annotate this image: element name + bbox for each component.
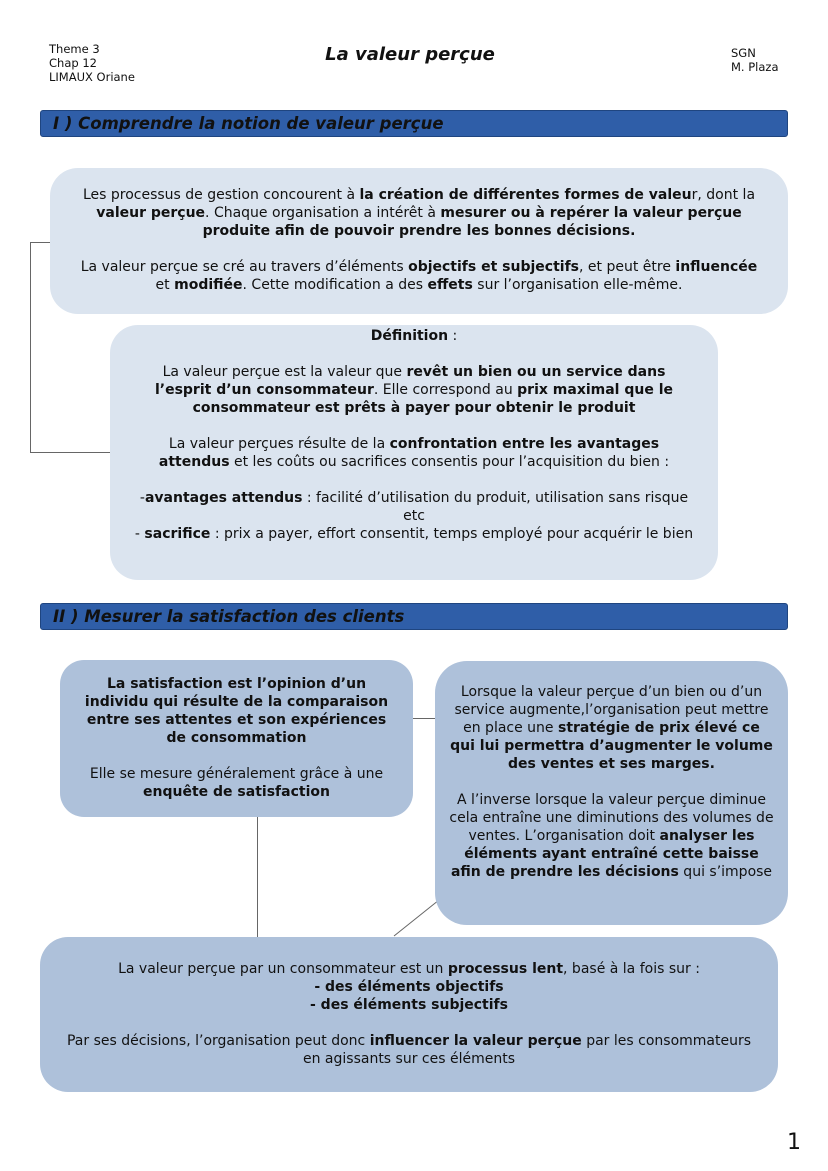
text-run: Elle se mesure généralement grâce à une [89, 766, 384, 782]
text-run: Par ses décisions, l’organisation peut donc [66, 1033, 370, 1049]
definition-heading [132, 327, 696, 345]
header-chapter: Chap 12 [49, 56, 97, 70]
connector-line [30, 242, 50, 243]
bold-text: revêt un bien ou un service dans l’esprit d’un consommateur [154, 364, 666, 398]
definition-advantages [132, 489, 696, 525]
text-run: : facilité d’utilisation du produit, utilisation sans risque etc [302, 490, 689, 524]
connector-line [30, 452, 110, 453]
header-class: SGN [731, 46, 756, 60]
bold-text: analyser les éléments ayant entraîné cette baisse afin de prendre les décisions [450, 828, 759, 880]
header-theme: Theme 3 [49, 42, 100, 56]
bold-text: La satisfaction est l’opinion d’un individu qui résulte de la comparaison entre ses attentes et son expériences de consommation [84, 676, 389, 746]
text-run: qui s’impose [678, 864, 773, 880]
conclusion-paragraph-2 [62, 1032, 756, 1068]
connector-line [257, 817, 258, 937]
satisfaction-box [60, 660, 413, 817]
bold-text: sacrifice [144, 526, 211, 542]
bold-text: objectifs et subjectifs [408, 259, 579, 275]
bold-text: influencer la valeur perçue [369, 1033, 582, 1049]
page-number: 1 [787, 1130, 801, 1155]
header-author: LIMAUX Oriane [49, 70, 135, 84]
text-run: : [448, 328, 458, 344]
definition-box [110, 325, 718, 580]
bold-text: la création de différentes formes de valeu [359, 187, 692, 203]
conclusion-box [40, 937, 778, 1092]
intro-box [50, 168, 788, 314]
conclusion-objective [62, 978, 756, 996]
text-run: - [134, 526, 145, 542]
text-run: . Chaque organisation a intérêt à [205, 205, 441, 221]
connector-line [413, 718, 435, 719]
bold-text: influencée [675, 259, 758, 275]
section-2-heading: II ) Mesurer la satisfaction des clients [40, 603, 788, 630]
text-run: sur l’organisation elle-même. [472, 277, 683, 293]
text-run: La valeur perçue par un consommateur est un [118, 961, 448, 977]
bold-text: stratégie de prix élevé ce qui lui permettra d’augmenter le volume des ventes et ses marges. [450, 720, 773, 772]
definition-paragraph-2 [132, 435, 696, 471]
bold-text: Définition [370, 328, 449, 344]
text-run: . Elle correspond au [373, 382, 518, 398]
text-run: La valeur perçue se cré au travers d’éléments [80, 259, 409, 275]
text-run: - [139, 490, 145, 506]
bold-text: valeur perçue [96, 205, 206, 221]
satisfaction-measure [78, 765, 395, 801]
text-run: . Cette modification a des [242, 277, 428, 293]
price-strategy-paragraph-1 [449, 683, 774, 773]
bold-text: - des éléments subjectifs [310, 997, 508, 1013]
text-run: r, dont la [691, 187, 756, 203]
bold-text: avantages attendus [144, 490, 303, 506]
text-run: Les processus de gestion concourent à [82, 187, 360, 203]
text-run: A l’inverse lorsque la valeur perçue diminue cela entraîne une diminutions des volumes de ventes. L’organisation doit [449, 792, 774, 844]
satisfaction-definition [78, 675, 395, 747]
bold-text: modifiée [174, 277, 243, 293]
conclusion-paragraph-1 [62, 960, 756, 978]
bold-text: - des éléments objectifs [314, 979, 504, 995]
conclusion-subjective [62, 996, 756, 1014]
text-run: : prix a payer, effort consentit, temps employé pour acquérir le bien [210, 526, 694, 542]
price-strategy-box [435, 661, 788, 925]
section-1-heading: I ) Comprendre la notion de valeur perçue [40, 110, 788, 137]
text-run: , basé à la fois sur : [563, 961, 700, 977]
price-strategy-paragraph-2 [449, 791, 774, 881]
text-run: La valeur perçue est la valeur que [162, 364, 407, 380]
text-run: et [155, 277, 175, 293]
text-run: Lorsque la valeur perçue d’un bien ou d’un service augmente,l’organisation peut mettre en place une [454, 684, 769, 736]
bold-text: processus lent [447, 961, 564, 977]
definition-paragraph-1 [132, 363, 696, 417]
text-run: La valeur perçues résulte de la [168, 436, 390, 452]
page-title: La valeur perçue [325, 44, 495, 65]
definition-sacrifice [132, 525, 696, 543]
bold-text: effets [427, 277, 473, 293]
bold-text: enquête de satisfaction [143, 784, 330, 800]
header-right [731, 46, 779, 74]
intro-paragraph-2 [74, 258, 764, 294]
connector-line [30, 242, 31, 453]
bold-text: prix maximal que le consommateur est prêts à payer pour obtenir le produit [192, 382, 674, 416]
bold-text: confrontation entre les avantages attendus [158, 436, 660, 470]
text-run: et les coûts ou sacrifices consentis pour l’acquisition du bien : [229, 454, 670, 470]
text-run: , et peut être [579, 259, 676, 275]
bold-text: mesurer ou à repérer la valeur perçue produite afin de pouvoir prendre les bonnes décisions. [202, 205, 742, 239]
header-teacher: M. Plaza [731, 60, 779, 74]
text-run: par les consommateurs en agissants sur ces éléments [302, 1033, 752, 1067]
intro-paragraph-1 [74, 186, 764, 240]
